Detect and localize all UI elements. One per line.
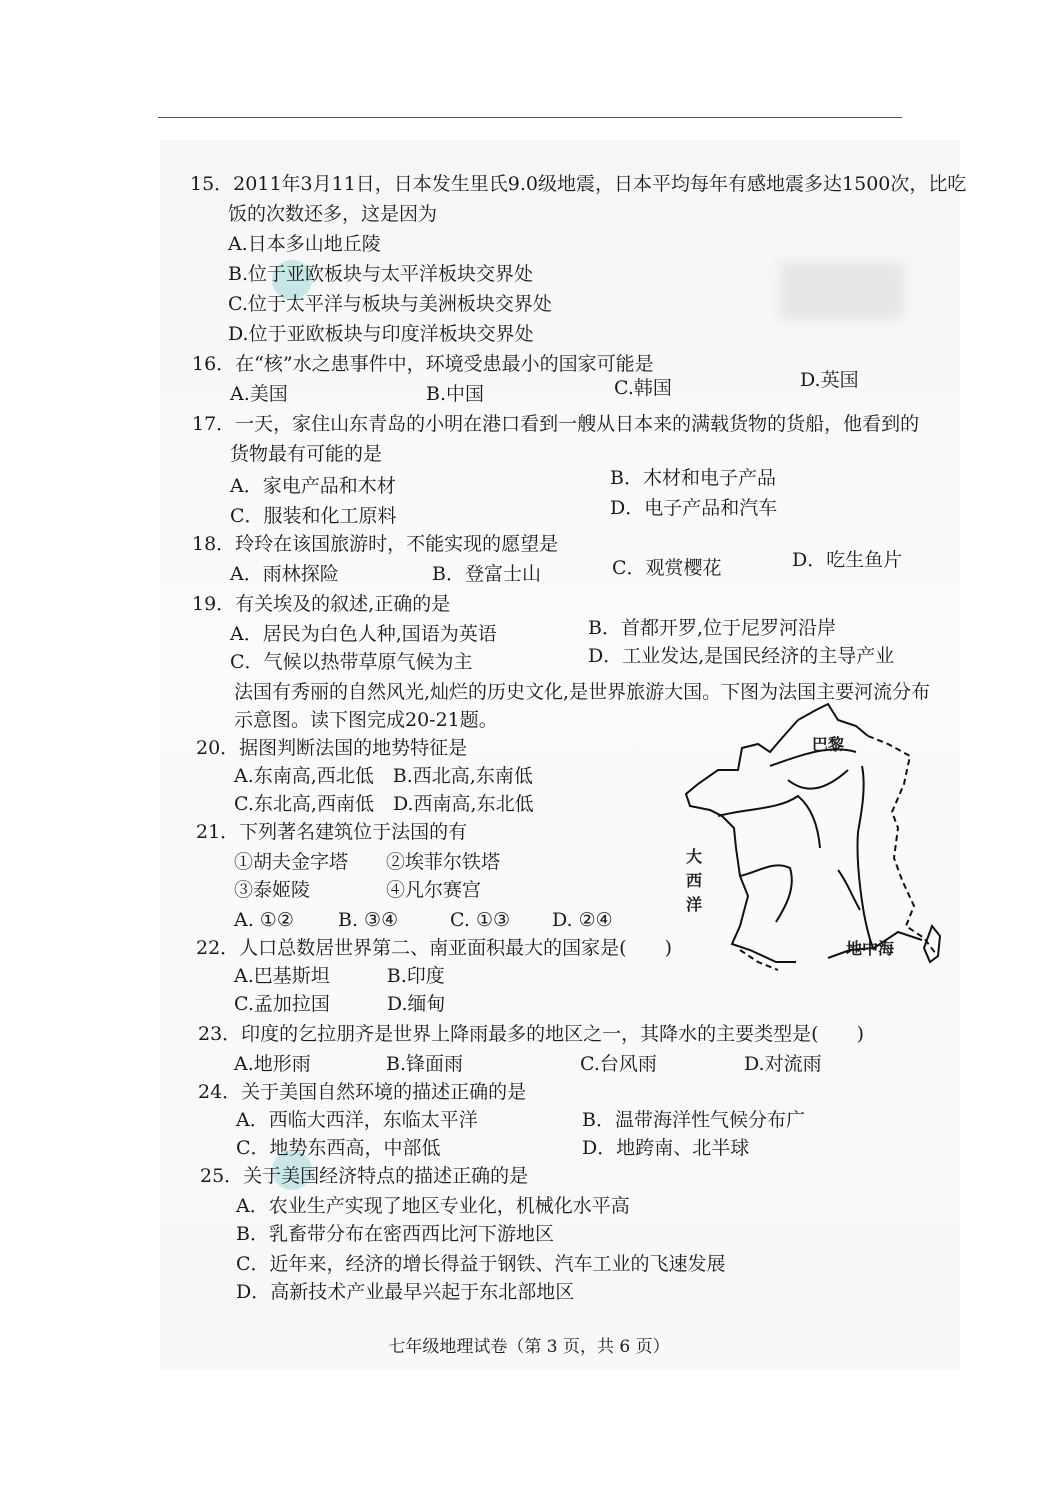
q21-stem: 21．下列著名建筑位于法国的有 [196,821,468,843]
q17-stem-line1: 17．一天，家住山东青岛的小明在港口看到一艘从日本来的满载货物的货船，他看到的 [192,413,920,435]
q18-option-d: D．吃生鱼片 [792,549,903,571]
q17-option-c: C．服装和化工原料 [230,505,397,527]
q23-option-d: D.对流雨 [744,1053,822,1075]
q17-option-a: A．家电产品和木材 [230,475,396,497]
intro-line1: 法国有秀丽的自然风光,灿烂的历史文化,是世界旅游大国。下图为法国主要河流分布 [234,681,931,703]
q18-stem: 18．玲玲在该国旅游时，不能实现的愿望是 [192,533,559,555]
q22-options-ab: A.巴基斯坦 B.印度 [234,965,445,987]
q25-option-c: C．近年来，经济的增长得益于钢铁、汽车工业的飞速发展 [236,1253,726,1275]
page-footer: 七年级地理试卷（第 3 页，共 6 页） [388,1337,670,1357]
q25-stem: 25．关于美国经济特点的描述正确的是 [200,1165,529,1187]
atlantic-label-1: 大 [686,847,703,866]
q15-option-c: C.位于太平洋与板块与美洲板块交界处 [228,293,552,315]
atlantic-label-2: 西 [686,871,703,890]
q20-options-ab: A.东南高,西北低 B.西北高,东南低 [234,765,533,787]
q24-option-c: C．地势东西高，中部低 [236,1137,441,1159]
q24-option-d: D．地跨南、北半球 [582,1137,750,1159]
q25-option-b: B．乳畜带分布在密西西比河下游地区 [236,1223,554,1245]
q15-stem-line1: 15．2011年3月11日，日本发生里氏9.0级地震，日本平均每年有感地震多达1500次，比吃 [190,173,967,195]
q24-option-b: B．温带海洋性气候分布广 [582,1109,805,1131]
q19-stem: 19．有关埃及的叙述,正确的是 [192,593,451,615]
q23-stem: 23．印度的乞拉朋齐是世界上降雨最多的地区之一，其降水的主要类型是( ) [198,1023,865,1045]
q19-option-c: C．气候以热带草原气候为主 [230,651,473,673]
q25-option-a: A．农业生产实现了地区专业化，机械化水平高 [236,1195,630,1217]
q23-option-c: C.台风雨 [580,1053,657,1075]
atlantic-label-3: 洋 [686,895,703,914]
q16-option-a: A.美国 [230,383,288,405]
q18-option-c: C．观赏樱花 [612,557,722,579]
q19-option-d: D．工业发达,是国民经济的主导产业 [588,645,895,667]
q15-option-b: B.位于亚欧板块与太平洋板块交界处 [228,263,534,285]
q20-stem: 20．据图判断法国的地势特征是 [196,737,468,759]
q15-option-d: D.位于亚欧板块与印度洋板块交界处 [228,323,534,345]
q16-option-c: C.韩国 [614,377,672,399]
scan-smudge [780,262,904,320]
q21-option-d: D. ②④ [552,909,613,931]
q21-option-b: B. ③④ [338,909,399,931]
france-river-map [678,700,958,985]
q16-stem: 16．在“核”水之患事件中，环境受患最小的国家可能是 [192,353,654,375]
mediterranean-label: 地中海 [846,939,895,958]
q23-option-a: A.地形雨 [234,1053,311,1075]
q24-option-a: A．西临大西洋，东临太平洋 [236,1109,478,1131]
q19-option-b: B．首都开罗,位于尼罗河沿岸 [588,617,837,639]
q21-items-3-4: ③泰姬陵 ④凡尔赛宫 [234,879,482,901]
q17-option-b: B．木材和电子产品 [610,467,776,489]
q20-options-cd: C.东北高,西南低 D.西南高,东北低 [234,793,534,815]
q16-option-b: B.中国 [426,383,485,405]
q17-option-d: D．电子产品和汽车 [610,497,778,519]
q15-option-a: A.日本多山地丘陵 [228,233,381,255]
paris-label: 巴黎 [812,735,845,754]
q18-option-a: A．雨林探险 [230,563,339,585]
q21-option-a: A. ①② [234,909,294,931]
q21-option-c: C. ①③ [450,909,511,931]
header-rule [158,117,902,118]
q22-stem: 22．人口总数居世界第二、南亚面积最大的国家是( ) [196,937,673,959]
q18-option-b: B．登富士山 [432,563,541,585]
q21-items-1-2: ①胡夫金字塔 ②埃菲尔铁塔 [234,851,501,873]
q25-option-d: D．高新技术产业最早兴起于东北部地区 [236,1281,575,1303]
q22-options-cd: C.孟加拉国 D.缅甸 [234,993,446,1015]
q24-stem: 24．关于美国自然环境的描述正确的是 [198,1081,527,1103]
q19-option-a: A．居民为白色人种,国语为英语 [230,623,497,645]
q16-option-d: D.英国 [800,369,859,391]
intro-line2: 示意图。读下图完成20-21题。 [234,709,498,731]
q23-option-b: B.锋面雨 [386,1053,464,1075]
q15-stem-line2: 饭的次数还多，这是因为 [228,203,438,225]
q17-stem-line2: 货物最有可能的是 [230,443,383,465]
